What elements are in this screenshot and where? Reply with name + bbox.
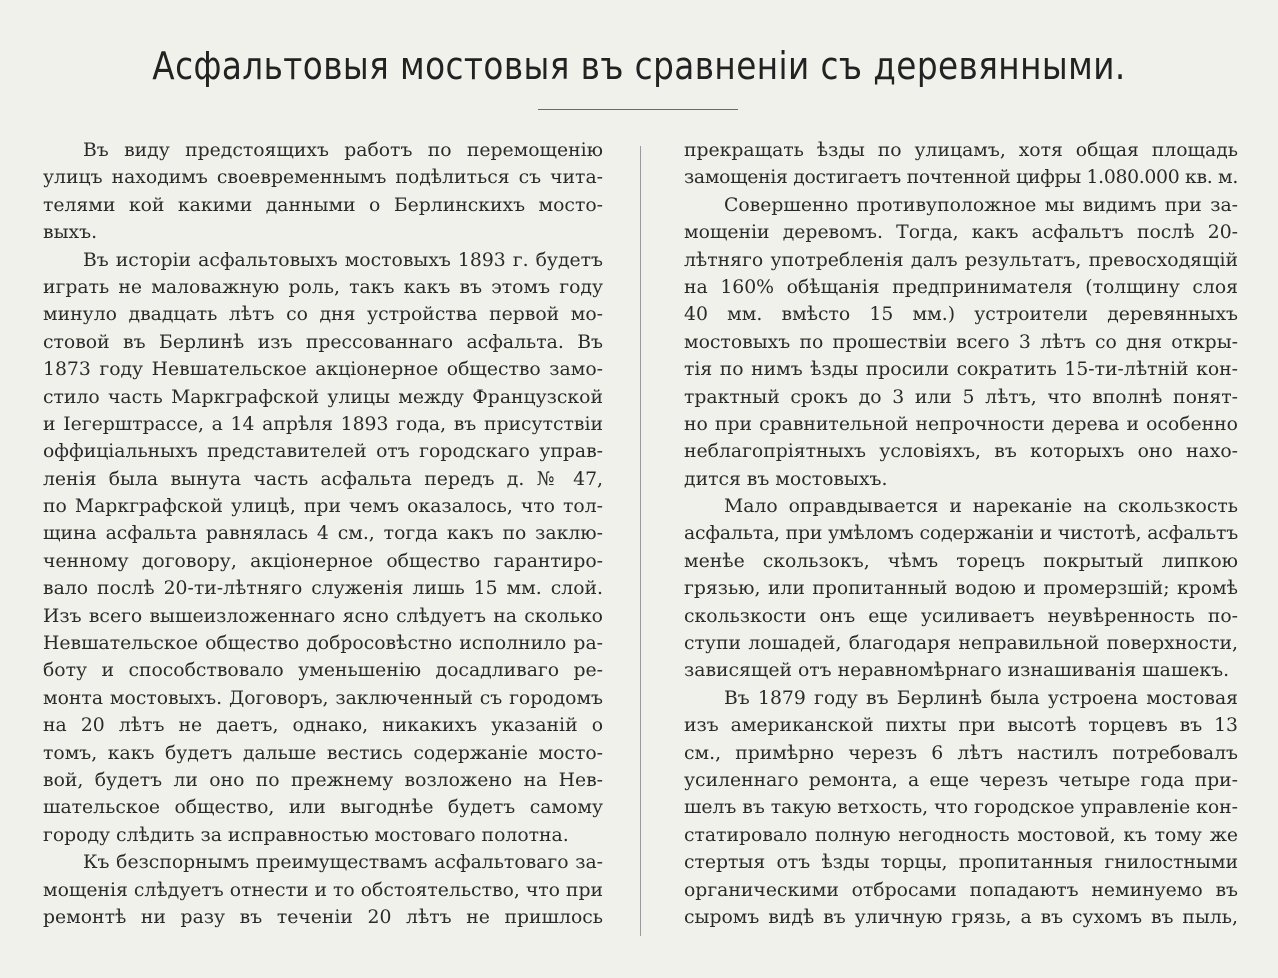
text-line: и Іегерштрассе, а 14 апрѣля 1893 года, въ присутствіи — [43, 413, 603, 435]
text-line: органическими отбросами попадаютъ неминуемо въ — [684, 879, 1238, 901]
column-divider — [640, 146, 641, 936]
text-line: ленія была вынута часть асфальта передъ д. № 47, — [43, 468, 603, 490]
title-rule — [538, 109, 738, 110]
text-line: Мало оправдывается и нареканіе на скользкость — [724, 496, 1238, 518]
text-line: Въ исторіи асфальтовыхъ мостовыхъ 1893 г. будетъ — [83, 249, 603, 271]
article-title: Асфальтовыя мостовыя въ сравненіи съ деревянными. — [152, 44, 1126, 88]
text-line: вой, будетъ ли оно по прежнему возложено на Нев- — [43, 769, 603, 791]
text-line: см., примѣрно черезъ 6 лѣтъ настилъ потребовалъ — [684, 742, 1238, 764]
text-line: улицъ находимъ своевременнымъ подѣлиться съ чита- — [43, 167, 603, 189]
text-line: томъ, какъ будетъ дальше вестись содержаніе мосто- — [43, 742, 603, 764]
text-line: Въ 1879 году въ Берлинѣ была устроена мостовая — [724, 687, 1238, 709]
text-line: прекращать ѣзды по улицамъ, хотя общая площадь — [684, 140, 1238, 161]
text-line: трактный срокъ до 3 или 5 лѣтъ, что вполнѣ понят- — [684, 386, 1238, 408]
text-line: сыромъ видѣ въ уличную грязь, а въ сухомъ въ пыль, — [684, 906, 1238, 928]
text-line: стовой въ Берлинѣ изъ прессованнаго асфальта. Въ — [43, 331, 603, 353]
text-line: вало послѣ 20-ти-лѣтняго служенія лишь 15 мм. слой. — [43, 578, 603, 600]
left-column — [43, 137, 603, 931]
text-line: ступи лошадей, благодаря неправильной поверхности, — [684, 633, 1238, 655]
text-line: менѣе скользокъ, чѣмъ торецъ покрытый липкою — [684, 550, 1238, 572]
text-line: 40 мм. вмѣсто 15 мм.) устроители деревянныхъ — [684, 304, 1238, 326]
text-line: боту и способствовало уменьшенію досадливаго ре- — [43, 660, 603, 682]
text-line: по Маркграфской улицѣ, при чемъ оказалось, что тол- — [43, 496, 603, 518]
text-line: мощенія слѣдуетъ отнести и то обстоятельство, что при — [43, 879, 603, 901]
text-line: дится въ мостовыхъ. — [684, 468, 888, 490]
text-line: 1873 году Невшательское акціонерное общество замо- — [43, 359, 603, 381]
text-line: ченному договору, акціонерное общество гарантиро- — [43, 550, 603, 572]
text-line: на 160% обѣщанія предпринимателя (толщину слоя — [684, 276, 1238, 298]
right-column — [684, 137, 1238, 931]
text-line: усиленнаго ремонта, а еще черезъ четыре года при- — [684, 769, 1238, 791]
text-line: неблагопріятныхъ условіяхъ, въ которыхъ оно нахо- — [684, 441, 1238, 463]
text-line: грязью, или пропитанный водою и промерзшій; кромѣ — [684, 578, 1238, 600]
text-line: стертыя отъ ѣзды торцы, пропитанныя гнилостными — [684, 852, 1238, 874]
text-line: мостовыхъ по прошествіи всего 3 лѣтъ со дня откры- — [684, 331, 1238, 353]
text-line: щина асфальта равнялась 4 см., тогда какъ по заклю- — [43, 523, 603, 545]
text-line: Изъ всего вышеизложеннаго ясно слѣдуетъ на сколько — [43, 605, 603, 627]
text-line: выхъ. — [43, 222, 98, 244]
text-line: на 20 лѣтъ не даетъ, однако, никакихъ указаній о — [43, 715, 603, 737]
text-line: замощенія достигаетъ почтенной цифры 1.080.000 кв. м. — [684, 167, 1238, 189]
text-line: асфальта, при умѣломъ содержаніи и чистотѣ, асфальтъ — [684, 523, 1238, 545]
text-line: скользкости онъ еще усиливаетъ неувѣренность по- — [684, 605, 1238, 627]
text-line: городу слѣдить за исправностью мостоваго полотна. — [43, 824, 569, 846]
text-line: зависящей отъ неравномѣрнаго изнашиванія шашекъ. — [684, 660, 1230, 682]
text-line: минуло двадцать лѣтъ со дня устройства первой мо- — [43, 304, 603, 326]
text-line: лѣтняго употребленія далъ результатъ, превосходящій — [684, 249, 1238, 271]
text-line: шелъ въ такую ветхость, что городское управленіе кон- — [684, 797, 1238, 819]
text-line: ремонтѣ ни разу въ теченіи 20 лѣтъ не пришлось — [43, 906, 603, 928]
text-line: оффиціальныхъ представителей отъ городскаго управ- — [43, 441, 603, 463]
text-line: изъ американской пихты при высотѣ торцевъ въ 13 — [684, 715, 1238, 737]
text-line: телями кой какими данными о Берлинскихъ мосто- — [43, 194, 603, 216]
text-line: статировало полную негодность мостовой, къ тому же — [684, 824, 1238, 846]
text-line: Совершенно противуположное мы видимъ при за- — [724, 194, 1238, 216]
text-line: шательское общество, или выгоднѣе будетъ самому — [43, 797, 603, 819]
text-line: мощеніи деревомъ. Тогда, какъ асфальтъ послѣ 20- — [684, 222, 1238, 244]
text-line: Къ безспорнымъ преимуществамъ асфальтоваго за- — [83, 852, 603, 874]
text-line: стило часть Маркграфской улицы между Французской — [43, 386, 603, 408]
text-line: но при сравнительной непрочности дерева и особенно — [684, 413, 1238, 435]
text-line: Въ виду предстоящихъ работъ по перемощенію — [83, 140, 603, 161]
text-line: тія по нимъ ѣзды просили сократить 15-ти-лѣтній кон- — [684, 359, 1238, 381]
text-line: играть не маловажную роль, такъ какъ въ этомъ году — [43, 276, 603, 298]
text-line: Невшательское общество добросовѣстно исполнило ра- — [43, 633, 603, 655]
text-line: монта мостовыхъ. Договоръ, заключенный съ городомъ — [43, 687, 603, 709]
